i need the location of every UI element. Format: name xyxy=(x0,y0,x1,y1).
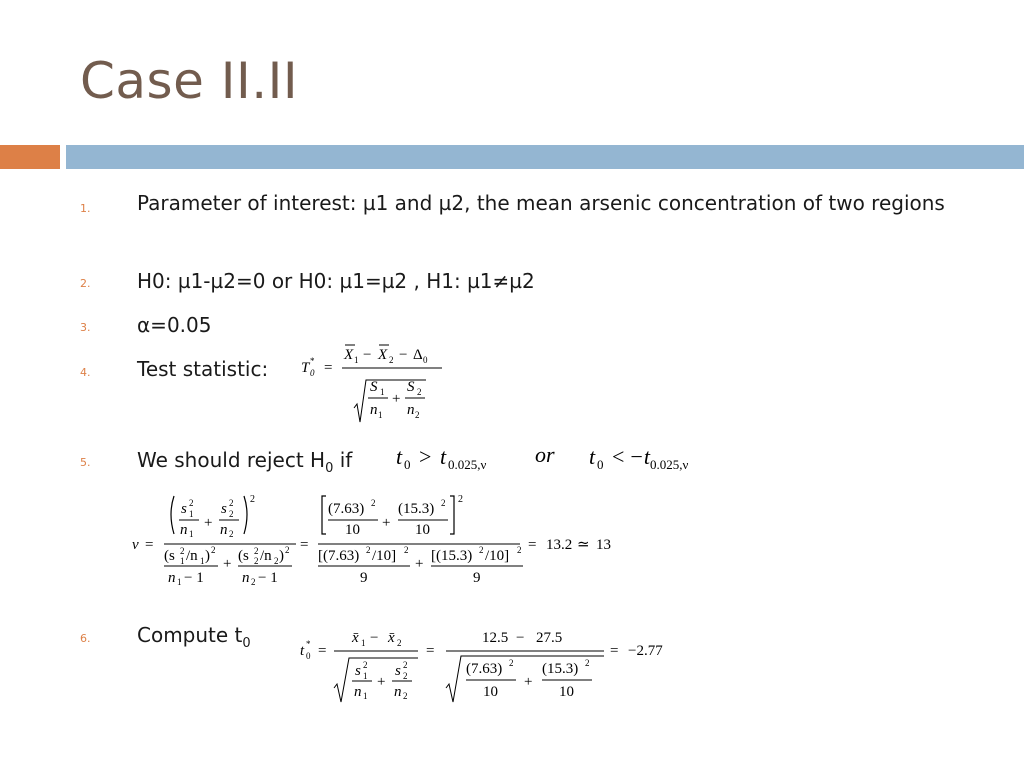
eq-token: − xyxy=(363,347,372,363)
eq-token: = xyxy=(145,537,154,553)
eq-token: s xyxy=(181,501,187,517)
eq-token: 1 xyxy=(180,556,185,566)
eq-token: + xyxy=(415,556,424,572)
eq-token: 2 xyxy=(517,545,522,555)
eq-token: 2 xyxy=(403,691,408,701)
reject-condition-equation xyxy=(392,440,732,480)
eq-token: 2 xyxy=(389,355,394,365)
eq-token: ) xyxy=(279,548,284,564)
eq-token: − xyxy=(370,630,379,646)
eq-token: (7.63) xyxy=(466,661,503,677)
eq-token: n xyxy=(354,684,362,700)
eq-token: 2 xyxy=(366,545,371,555)
eq-token: /10] xyxy=(485,548,510,564)
eq-token: n xyxy=(220,522,228,538)
eq-token: ≃ xyxy=(577,537,590,553)
eq-token: = xyxy=(318,643,327,659)
eq-token: = xyxy=(426,643,435,659)
item-text-main: Compute t xyxy=(137,623,243,647)
eq-token: n xyxy=(370,402,378,418)
test-statistic-equation xyxy=(296,340,456,430)
eq-token: 12.5 xyxy=(482,630,509,646)
eq-token: (15.3) xyxy=(542,661,579,677)
eq-token: 1 xyxy=(363,691,368,701)
eq-token: Δ xyxy=(413,347,423,363)
eq-token: 0 xyxy=(306,651,311,661)
eq-token: 2 xyxy=(180,546,185,556)
eq-token: > xyxy=(419,444,432,469)
eq-token: 1 xyxy=(378,410,383,420)
item-number: 5. xyxy=(80,456,91,469)
eq-token: [(7.63) xyxy=(318,548,360,564)
eq-token: 27.5 xyxy=(536,630,563,646)
eq-token: n xyxy=(180,522,188,538)
eq-token: 2 xyxy=(229,509,234,519)
eq-token: 10 xyxy=(345,522,360,538)
eq-token: 2 xyxy=(371,498,376,508)
eq-token: 0 xyxy=(404,457,411,472)
eq-token: 2 xyxy=(274,556,279,566)
eq-token: * xyxy=(306,639,311,649)
eq-token: 2 xyxy=(254,556,259,566)
eq-token: 0.025,ν xyxy=(448,457,487,472)
eq-token: < xyxy=(612,444,625,469)
eq-token: n xyxy=(242,570,250,586)
eq-token: = xyxy=(610,643,619,659)
eq-token: t xyxy=(440,444,447,469)
eq-token: 10 xyxy=(483,684,498,700)
eq-token: 2 xyxy=(363,660,368,670)
eq-token: T xyxy=(301,360,310,376)
eq-token: 1 xyxy=(200,556,205,566)
eq-token: X xyxy=(344,347,354,363)
eq-token: = xyxy=(528,537,537,553)
eq-token: 9 xyxy=(473,570,481,586)
eq-token: 2 xyxy=(404,545,409,555)
eq-token: 2 xyxy=(250,494,255,505)
eq-token: 10 xyxy=(415,522,430,538)
item-text: α=0.05 xyxy=(137,313,212,337)
eq-token: 1 xyxy=(380,387,385,397)
eq-token: 2 xyxy=(403,671,408,681)
eq-token: ν xyxy=(132,537,139,553)
eq-token: 2 xyxy=(251,577,256,587)
eq-token: 1 xyxy=(189,529,194,539)
eq-token: 10 xyxy=(559,684,574,700)
eq-token: 2 xyxy=(509,658,514,668)
degrees-of-freedom-equation xyxy=(128,490,628,590)
accent-bar-orange xyxy=(0,145,60,169)
eq-token: 2 xyxy=(458,494,463,505)
eq-token: 0.025,ν xyxy=(650,457,689,472)
eq-token: 9 xyxy=(360,570,368,586)
eq-token: + xyxy=(377,674,386,690)
eq-token: s xyxy=(221,501,227,517)
eq-token: X xyxy=(378,347,388,363)
eq-token: 2 xyxy=(189,498,194,508)
eq-token: − xyxy=(399,347,408,363)
eq-token: −t xyxy=(629,444,650,469)
eq-token: (s xyxy=(164,548,175,564)
eq-token: 1 xyxy=(177,577,182,587)
item-text-main: We should reject H xyxy=(137,448,326,472)
eq-token: + xyxy=(524,674,533,690)
accent-bar-blue xyxy=(66,145,1024,169)
item-number: 1. xyxy=(80,202,91,215)
eq-token: −2.77 xyxy=(628,643,663,659)
eq-token: ) xyxy=(205,548,210,564)
eq-token: n xyxy=(407,402,415,418)
item-number: 3. xyxy=(80,321,91,334)
eq-token: 2 xyxy=(403,660,408,670)
eq-token: = xyxy=(324,360,333,376)
eq-token: /n xyxy=(186,548,198,564)
eq-token: n xyxy=(394,684,402,700)
eq-token: 2 xyxy=(417,387,422,397)
eq-token: + xyxy=(223,556,232,572)
eq-token: (s xyxy=(238,548,249,564)
eq-token: t xyxy=(300,643,305,659)
eq-token: 2 xyxy=(229,498,234,508)
eq-token: /10] xyxy=(372,548,397,564)
item-number: 4. xyxy=(80,366,91,379)
item-text: Test statistic: xyxy=(137,357,269,381)
eq-token: 2 xyxy=(479,545,484,555)
eq-token: [(15.3) xyxy=(431,548,473,564)
item-number: 2. xyxy=(80,277,91,290)
item-number: 6. xyxy=(80,632,91,645)
eq-token: t xyxy=(396,444,403,469)
eq-token: + xyxy=(392,391,401,407)
eq-token: n xyxy=(168,570,176,586)
eq-token: − 1 xyxy=(184,570,204,586)
item-text: H0: µ1-µ2=0 or H0: µ1=µ2 , H1: µ1≠µ2 xyxy=(137,269,535,293)
eq-token: − 1 xyxy=(258,570,278,586)
item-text-suffix: if xyxy=(333,448,353,472)
item-text-sub: 0 xyxy=(242,636,251,651)
eq-token: 2 xyxy=(441,498,446,508)
eq-token: 2 xyxy=(285,545,290,555)
eq-token: 0 xyxy=(310,368,315,378)
item-text-sub: 0 xyxy=(325,461,334,476)
eq-token: 1 xyxy=(189,509,194,519)
eq-token: s xyxy=(395,663,401,679)
eq-token: 2 xyxy=(211,545,216,555)
eq-token: 2 xyxy=(229,529,234,539)
eq-token: S xyxy=(370,379,378,395)
eq-token: x̄ xyxy=(352,630,359,646)
eq-token: 13.2 xyxy=(546,537,573,553)
eq-token: /n xyxy=(260,548,272,564)
eq-token: + xyxy=(204,515,213,531)
eq-token: s xyxy=(355,663,361,679)
eq-token: 2 xyxy=(585,658,590,668)
eq-token: − xyxy=(516,630,525,646)
eq-token: = xyxy=(300,537,309,553)
eq-token: t xyxy=(589,444,596,469)
eq-token: * xyxy=(310,356,315,366)
eq-token: x̄ xyxy=(388,630,395,646)
slide-title: Case II.II xyxy=(80,52,299,110)
eq-token: 2 xyxy=(415,410,420,420)
eq-token: 1 xyxy=(361,638,366,648)
eq-token: 2 xyxy=(397,638,402,648)
eq-token: (7.63) xyxy=(328,501,365,517)
eq-token: 0 xyxy=(597,457,604,472)
eq-token: 1 xyxy=(363,671,368,681)
eq-token: 13 xyxy=(596,537,611,553)
eq-token: S xyxy=(407,379,415,395)
eq-token: + xyxy=(382,515,391,531)
eq-token: or xyxy=(535,442,555,467)
eq-token: 0 xyxy=(423,355,428,365)
eq-token: (15.3) xyxy=(398,501,435,517)
eq-token: 1 xyxy=(354,355,359,365)
eq-token: 2 xyxy=(254,546,259,556)
item-text: Parameter of interest: µ1 and µ2, the mean arsenic concentration of two regions xyxy=(137,191,945,215)
compute-t0-equation xyxy=(294,622,694,706)
